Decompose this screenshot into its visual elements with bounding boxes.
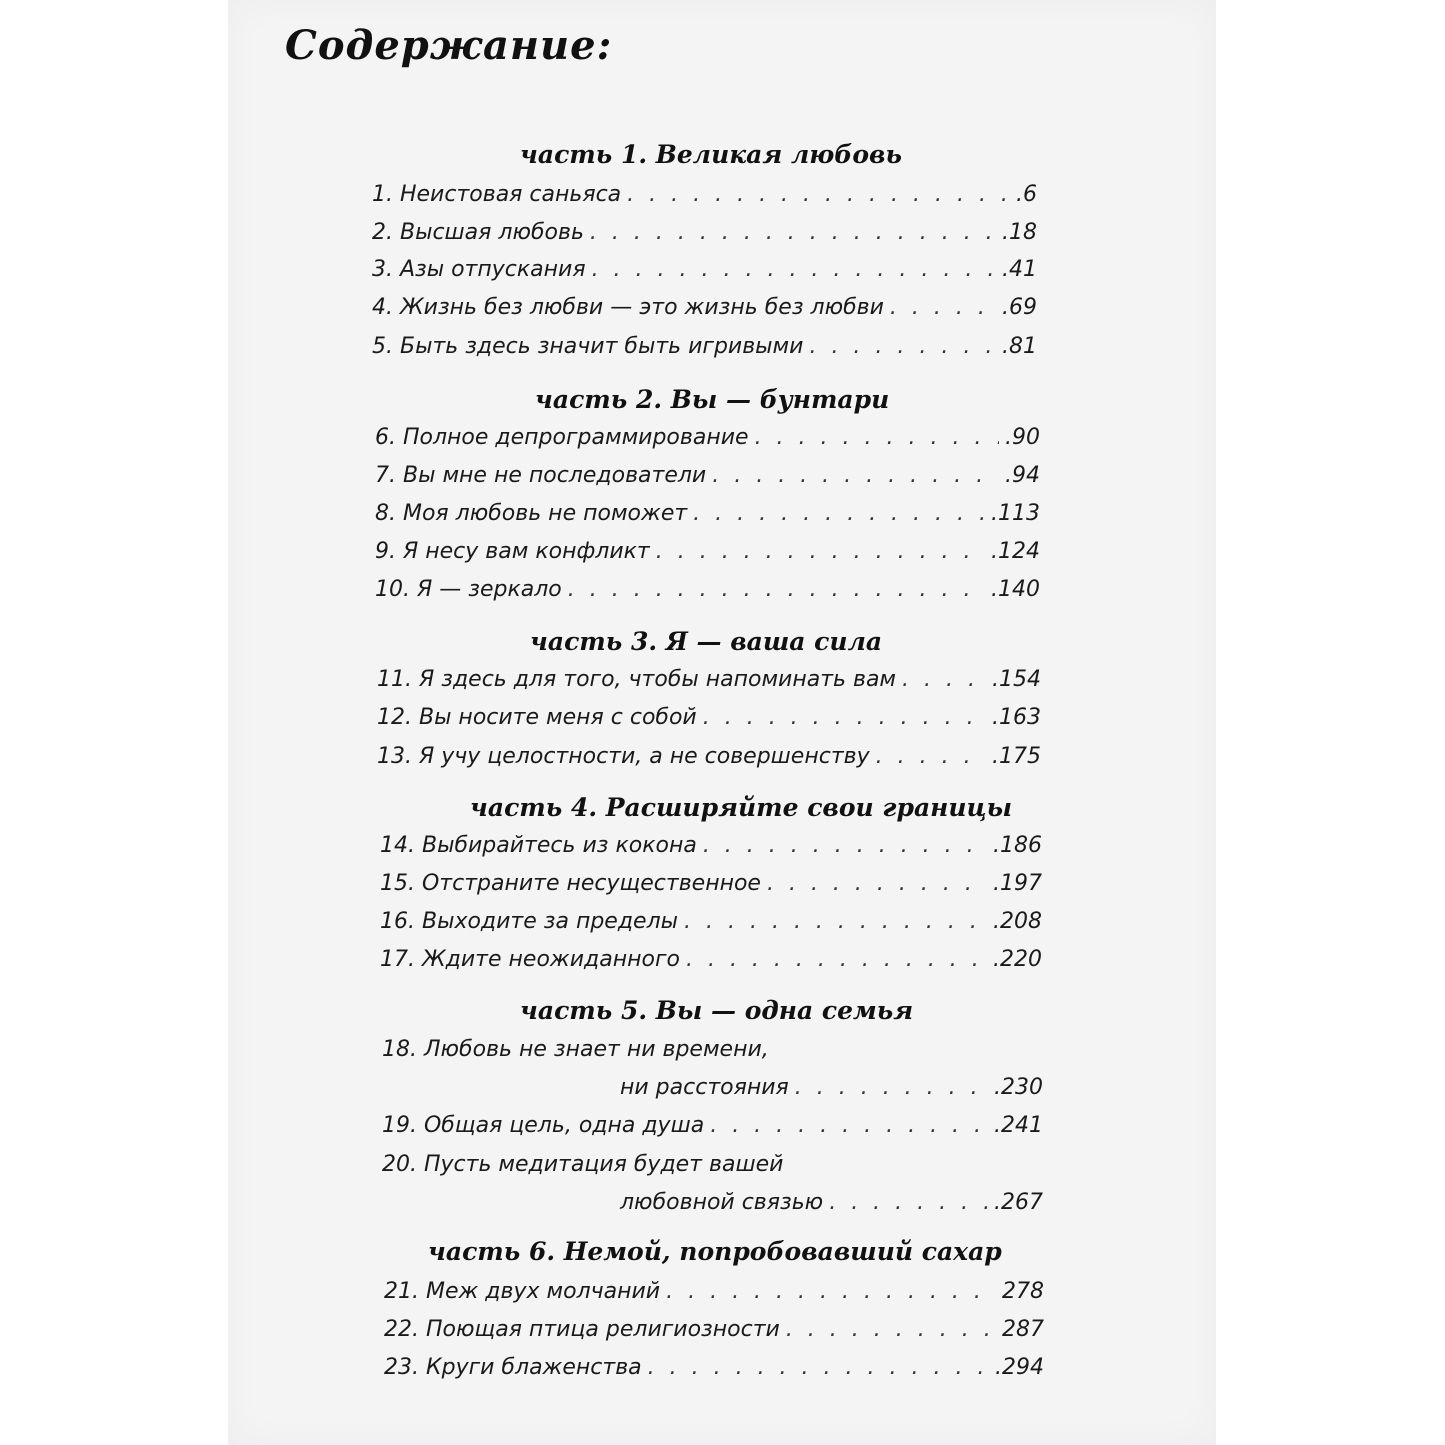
toc-entry[interactable] (380, 947, 1042, 972)
entry-page: .186 (993, 833, 1042, 858)
leader-dots (686, 947, 987, 972)
entry-title[interactable]: 18. Любовь не знает ни времени, (382, 1037, 769, 1062)
entry-title: 4. Жизнь без любви — это жизнь без любви (372, 295, 884, 320)
toc-entry[interactable] (384, 1317, 1044, 1342)
entry-title: 3. Азы отпускания (372, 257, 586, 282)
entry-page: .175 (992, 744, 1041, 769)
leader-dots (876, 744, 986, 769)
toc-entry[interactable] (377, 705, 1041, 730)
entry-title[interactable]: 20. Пусть медитация будет вашей (382, 1152, 784, 1177)
entry-page: .41 (1002, 257, 1037, 282)
leader-dots (703, 705, 986, 730)
leader-dots (755, 425, 999, 450)
entry-page: .163 (992, 705, 1041, 730)
entry-title: 11. Я здесь для того, чтобы напоминать вам (377, 667, 897, 692)
entry-page: .69 (1002, 295, 1037, 320)
entry-title: 6. Полное депрограммирование (375, 425, 749, 450)
entry-page: .90 (1005, 425, 1040, 450)
entry-page: .140 (991, 577, 1040, 602)
part-heading-1: часть 1. Великая любовь (520, 140, 902, 169)
page-title: Содержание: (285, 22, 613, 69)
entry-page: .230 (994, 1075, 1043, 1100)
entry-page: .154 (992, 667, 1041, 692)
entry-page: .124 (991, 539, 1040, 564)
entry-title: 5. Быть здесь значит быть игривыми (372, 334, 804, 359)
entry-page: .267 (994, 1190, 1043, 1215)
entry-page: .113 (991, 501, 1040, 526)
entry-title: 16. Выходите за пределы (380, 909, 679, 934)
entry-title: 7. Вы мне не последователи (375, 463, 707, 488)
entry-title: 10. Я — зеркало (375, 577, 562, 602)
entry-title: 19. Общая цель, одна душа (382, 1113, 705, 1138)
toc-entry[interactable] (620, 1075, 1043, 1100)
leader-dots (786, 1317, 996, 1342)
toc-entry[interactable] (380, 833, 1042, 858)
entry-title: 15. Отстраните несущественное (380, 871, 761, 896)
toc-entry[interactable] (372, 182, 1037, 207)
leader-dots (767, 871, 987, 896)
entry-page: .220 (993, 947, 1042, 972)
toc-entry[interactable] (372, 334, 1037, 359)
toc-entry[interactable] (377, 744, 1041, 769)
part-heading-5: часть 5. Вы — одна семья (520, 996, 914, 1025)
leader-dots (795, 1075, 988, 1100)
toc-entry[interactable] (620, 1190, 1043, 1215)
toc-entry[interactable] (375, 577, 1040, 602)
entry-title: 1. Неистовая саньяса (372, 182, 622, 207)
toc-entry[interactable] (372, 295, 1037, 320)
leader-dots (902, 667, 986, 692)
entry-page: .6 (1016, 182, 1037, 207)
entry-page: .94 (1005, 463, 1040, 488)
entry-title: 22. Поющая птица религиозности (384, 1317, 780, 1342)
entry-title: 12. Вы носите меня с собой (377, 705, 697, 730)
entry-title: 8. Моя любовь не поможет (375, 501, 688, 526)
toc-entry[interactable] (375, 425, 1040, 450)
leader-dots (568, 577, 985, 602)
leader-dots (592, 257, 996, 282)
toc-entry[interactable] (380, 871, 1042, 896)
entry-page: .294 (995, 1355, 1044, 1380)
entry-title: 23. Круги блаженства (384, 1355, 642, 1380)
entry-title: 21. Меж двух молчаний (384, 1279, 661, 1304)
leader-dots (890, 295, 996, 320)
toc-entry[interactable] (384, 1355, 1044, 1380)
leader-dots (627, 182, 1010, 207)
leader-dots (648, 1355, 989, 1380)
entry-title: 2. Высшая любовь (372, 220, 584, 245)
leader-dots (656, 539, 985, 564)
entry-title-cont: любовной связью (620, 1190, 824, 1215)
leader-dots (590, 220, 996, 245)
leader-dots (829, 1190, 988, 1215)
leader-dots (703, 833, 987, 858)
toc-entry[interactable] (372, 257, 1037, 282)
part-heading-3: часть 3. Я — ваша сила (530, 627, 883, 656)
entry-page: .241 (994, 1113, 1043, 1138)
toc-entry[interactable] (375, 463, 1040, 488)
entry-title: 13. Я учу целостности, а не совершенству (377, 744, 870, 769)
leader-dots (710, 1113, 988, 1138)
toc-entry[interactable] (372, 220, 1037, 245)
entry-page: .208 (993, 909, 1042, 934)
toc-entry[interactable] (375, 539, 1040, 564)
part-heading-2: часть 2. Вы — бунтари (535, 385, 890, 414)
toc-entry[interactable] (384, 1279, 1044, 1304)
leader-dots (666, 1279, 996, 1304)
entry-page: .197 (993, 871, 1042, 896)
entry-title: 9. Я несу вам конфликт (375, 539, 650, 564)
entry-page: .18 (1002, 220, 1037, 245)
toc-entry[interactable] (380, 909, 1042, 934)
leader-dots (809, 334, 996, 359)
leader-dots (712, 463, 999, 488)
leader-dots (693, 501, 985, 526)
entry-page: 287 (1002, 1317, 1044, 1342)
entry-page: 278 (1002, 1279, 1044, 1304)
part-heading-4: часть 4. Расширяйте свои границы (470, 793, 1013, 822)
toc-entry[interactable] (377, 667, 1041, 692)
entry-title: 14. Выбирайтесь из кокона (380, 833, 697, 858)
part-heading-6: часть 6. Немой, попробовавший сахар (428, 1237, 1002, 1266)
entry-page: .81 (1002, 334, 1037, 359)
toc-entry[interactable] (375, 501, 1040, 526)
toc-entry[interactable] (382, 1113, 1043, 1138)
entry-title-cont: ни расстояния (620, 1075, 789, 1100)
leader-dots (684, 909, 987, 934)
entry-title: 17. Ждите неожиданного (380, 947, 680, 972)
